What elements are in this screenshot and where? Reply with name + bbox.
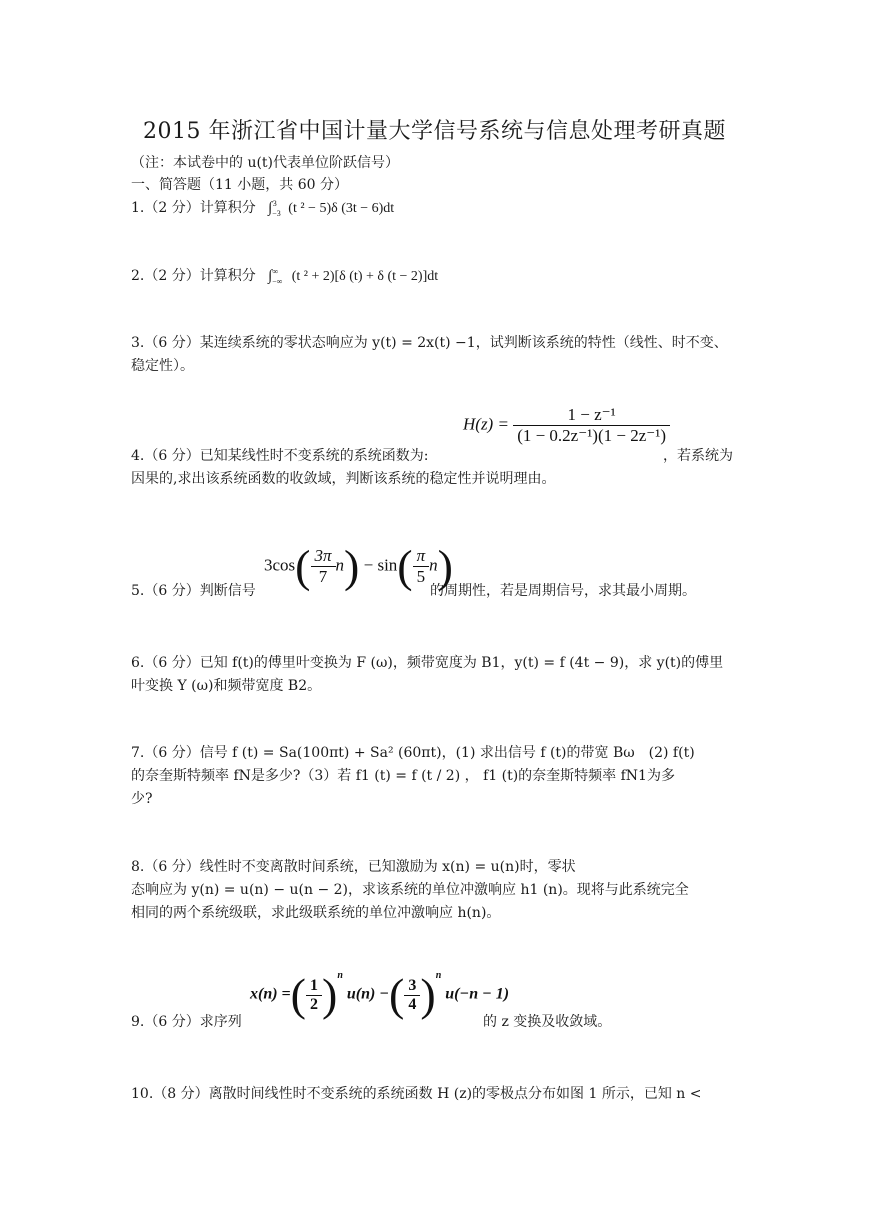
section-heading: 一、简答题（11 小题，共 60 分） xyxy=(131,177,348,193)
q1-prefix: 1.（2 分）计算积分 xyxy=(131,200,256,216)
q5-suffix: 的周期性，若是周期信号，求其最小周期。 xyxy=(430,583,696,599)
q4-formula-lhs: H(z) = xyxy=(463,414,509,434)
q5-prefix: 5.（6 分）判断信号 xyxy=(131,583,256,599)
question-7-line2: 的奈奎斯特频率 fN是多少?（3）若 f1 (t) = f (t / 2) ， f1 (t)的奈奎斯特频率 fN1为多 xyxy=(131,768,675,784)
question-7-line3: 少? xyxy=(131,791,153,807)
question-10: 10.（8 分）离散时间线性时不变系统的系统函数 H (z)的零极点分布如图 1 所示，已知 n < xyxy=(131,1086,702,1102)
page-title: 2015 年浙江省中国计量大学信号系统与信息处理考研真题 xyxy=(143,119,726,144)
question-7-line1: 7.（6 分）信号 f (t) = Sa(100πt) + Sa² (60πt)，(1) 求出信号 f (t)的带宽 Bω (2) f(t) xyxy=(131,745,695,761)
q4-formula xyxy=(463,405,670,446)
question-3: 3.（6 分）某连续系统的零状态响应为 y(t) = 2x(t) −1，试判断该系统的特性（线性、时不变、稳定性）。 xyxy=(131,335,728,374)
q4-line2: 因果的,求出该系统函数的收敛域，判断该系统的稳定性并说明理由。 xyxy=(131,471,556,487)
question-1 xyxy=(131,197,394,220)
q4-suffix: ，若系统为 xyxy=(663,448,733,464)
q9-formula: x(n) =( $\frac{1}{2}$ )$^n$ u(n) −( $\frac{3}{4}$ )$^n$ u(−n − 1) xyxy=(250,969,510,1020)
q2-prefix: 2.（2 分）计算积分 xyxy=(131,268,256,284)
q2-expression: (t ² + 2)[δ (t) + δ (t − 2)]dt xyxy=(291,269,439,284)
question-4 xyxy=(131,445,428,467)
question-8-line3: 相同的两个系统级联，求此级联系统的单位冲激响应 h(n)。 xyxy=(131,905,501,921)
q9-suffix: 的 z 变换及收敛域。 xyxy=(483,1014,612,1030)
question-5 xyxy=(131,580,256,602)
q5-formula: 3cos( $\frac{3\pi}{7}$ n) − sin( $\frac{\pi}{5}$ n) xyxy=(264,540,453,592)
q1-expression: (t ² − 5)δ (3t − 6)dt xyxy=(288,201,395,216)
question-9 xyxy=(131,1011,242,1033)
q1-integral: $\int_{-3}^3$ (t ² − 5)δ (3t − 6)dt xyxy=(268,199,395,218)
q4-formula-denominator: (1 − 0.2z⁻¹)(1 − 2z⁻¹) xyxy=(517,426,666,445)
question-8-line1: 8.（6 分）线性时不变离散时间系统，已知激励为 x(n) = u(n)时，零状 xyxy=(131,859,576,875)
question-2 xyxy=(131,265,438,288)
question-8-line2: 态响应为 y(n) = u(n) − u(n − 2)，求该系统的单位冲激响应 h1 (n)。现将与此系统完全 xyxy=(131,882,689,898)
q4-prefix: 4.（6 分）已知某线性时不变系统的系统函数为: xyxy=(131,448,429,464)
question-6: 6.（6 分）已知 f(t)的傅里叶变换为 F (ω)，频带宽度为 B1，y(t) = f (4t − 9)，求 y(t)的傅里叶变换 Y (ω)和频带宽度 B2。 xyxy=(131,655,724,694)
q2-integral: $\int_{-\infty}^\infty$ (t ² + 2)[δ (t) + δ (t − 2)]dt xyxy=(268,267,439,286)
q9-prefix: 9.（6 分）求序列 xyxy=(131,1014,242,1030)
q4-formula-numerator: 1 − z⁻¹ xyxy=(513,405,670,426)
exam-note: （注：本试卷中的 u(t)代表单位阶跃信号） xyxy=(131,155,400,171)
